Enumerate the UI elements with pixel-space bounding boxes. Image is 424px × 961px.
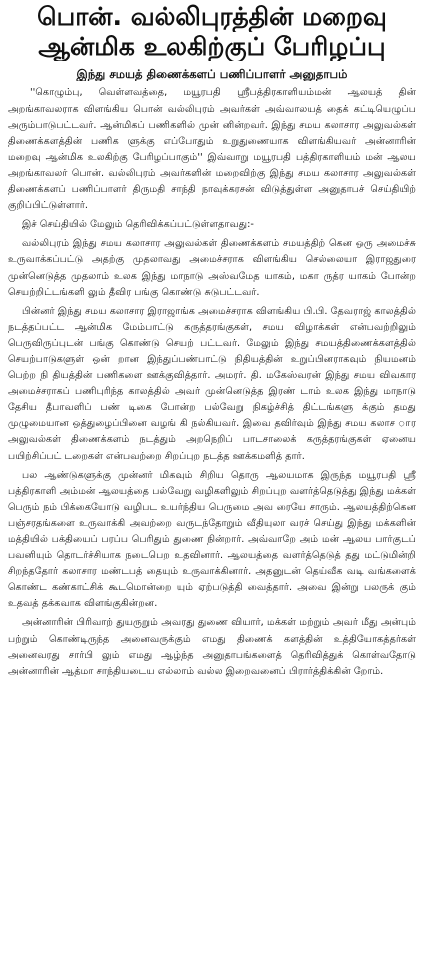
- article-body: [8, 85, 416, 679]
- headline-line-2: ஆன்மிக உலகிற்குப் பேரிழப்பு: [38, 31, 386, 61]
- paragraph-intro-quote: ''கொழும்பு, வெள்ளவத்தை, மயூரபதி ஸ்ரீபத்திரகாளியம்மன் ஆலயத் தின் அறங்காவலராக விளங்கிய பொன் வல்லிபுரம் அவர்கள் அவ்வாலயத் தைக் கட்டியெழுப்ப அரும்பாடுபட்டவர். ஆன்மிகப் பணிகளில் முன் னின்றவர். இந்து சமய கலாசார அலுவல்கள் திணைக்களத்தின் பணிக ளுக்கு எப்போதும் உறுதுணையாக விளங்கியவர் அன்னாரின் மறைவு ஆன்மிக உலகிற்கு பேரிழப்பாகும்'' இவ்வாறு மயூரபதி பத்திரகாளியம் மன் ஆலய அறங்காவலர் பொன். வல்லிபுரம் அவர்களின் மறைவிற்கு இந்து சமய கலாசார அலுவல்கள் திணைக்களப் பணிப்பாளர் திருமதி சாந்தி நாவுக்கரசன் விடுத்துள்ள அனுதாபச் செய்தியிற் குறிப்பிட்டுள்ளார்.: [8, 87, 416, 212]
- paragraph-statement: இச் செய்தியில் மேலும் தெரிவிக்கப்பட்டுள்ளதாவது:-: [22, 219, 254, 231]
- paragraph-condolences: அன்னாரின் பிரிவாற் துயருறும் அவரது துணை வியார், மக்கள் மற்றும் அவர் மீது அன்பும் பற்றும் கொண்டிருந்த அனைவருக்கும் எமது திணைக் களத்தின் உத்தியோகத்தர்கள் அனைவரது சார்பி லும் எமது ஆழ்ந்த அனுதாபங்களைத் தெரிவித்துக் கொள்வதோடு அன்னாரின் ஆத்மா சாந்தியடைய எல்லாம் வல்ல இறைவனைப் பிரார்த்திக்கின் றோம்.: [8, 617, 416, 677]
- headline-line-1: பொன். வல்லிபுரத்தின் மறைவு: [37, 2, 387, 31]
- paragraph-temple-development: பல ஆண்டுகளுக்கு முன்னர் மிகவும் சிறிய தொரு ஆலயமாக இருந்த மயூரபதி ஸ்ரீ பத்திரகாளி அம்மன் ஆலயத்தை பல்வேறு வழிகளிலும் சிறப்புற வளர்த்தெடுத்து இந்து மக்கள் பெரும் நம் பிக்கையோடு வழிபட உயர்ந்திய பெருமை அவ ரையே சாரும். ஆலயத்திற்கென பஞ்சரதங்களை உருவாக்கி அவற்றை வருடந்தோறும் வீதியுலா வரச் செய்து இந்து மக்களின் மத்தியில் பக்தியைப் பரப்ப பெரிதும் துணை நின்றார். அவ்வாறே அம் மன் ஆலய பார்குடப் பவனியும் தொடர்ச்சியாக நடைபெற உதவினார். ஆலயத்தை வளர்த்தெடுத் தது மட்டுமின்றி சிறந்ததோர் கலாசார மண்டபத் தையும் உருவாக்கினார். அதனுடன் தெய்வீக வடி வங்களைக் கொண்ட கண்காட்சிக் கூடமொன்றை யும் ஏற்படுத்தி வைத்தார். அவை இன்று பலருக் கும் உதவத் தக்கவாக விளங்குகின்றன.: [8, 469, 416, 610]
- paragraph-service-history: பின்னர் இந்து சமய கலாசார இராஜாங்க அமைச்சராக விளங்கிய பி.பி. தேவராஜ் காலத்தில் நடத்தப்பட்ட ஆன்மிக மேம்பாட்டு கருத்தரங்குகள், சமய விழாக்கள் என்பவற்றிலும் பெருவிருப்புடன் பங்கு கொண்டு செயற் பட்டவர். மேலும் இந்து சமயத்திணைக்களத்தில் செயற்பாடுகளுள் ஒன் றான இந்துப்பண்பாட்டு நிதியத்தின் உறுப்பினராகவும் நியமனம் பெற்ற நி தியத்தின் பணிகளை ஊக்குவித்தார். அமரர். தி. மகேஸ்வரன் இந்து சமய விவகார அமைச்சராகப் பணிபுரிந்த காலத்தில் அவர் முன்னெடுத்த இரண் டாம் உலக இந்து மாநாடு தேசிய தீபாவளிப் பண் டிகை போன்ற பல்வேறு நிகழ்ச்சித் திட்டங்களு க்கும் தமது முழுமையான ஒத்துழைப்பினை வழங் கி நல்கியவர். இவை தவிர்வும் இந்து சமய கலாச ார அலுவல்கள் திணைக்களம் நடத்தும் அறநெறிப் பாடசாலைக் கருத்தரங்குகள் ஏனைய பயிற்சிப்பட் டறைகள் என்பவற்றை சிறப்புற நடத்த ஊக்கமளித் தார்.: [8, 305, 416, 462]
- subheadline: இந்து சமயத் திணைக்களப் பணிப்பாளர் அனுதாபம்: [76, 67, 348, 81]
- paragraph-ministry-role: வல்லிபுரம் இந்து சமய கலாசார அலுவல்கள் திணைக்களம் சமயத்திற் கென ஒரு அமைச்சு உருவாக்கப்பட்டு அதற்கு முதலாவது அமைச்சராக விளங்கிய செல்லையா இராஜதுரை முன்னெடுத்த முதலாம் உலக இந்து மாநாடு அஸ்வமேத யாகம், மகா ருத்ர யாகம் போன்ற செயற்றிட்டங்களி லும் தீவிர பங்கு கொண்டு சுடுபட்டவர்.: [8, 238, 416, 298]
